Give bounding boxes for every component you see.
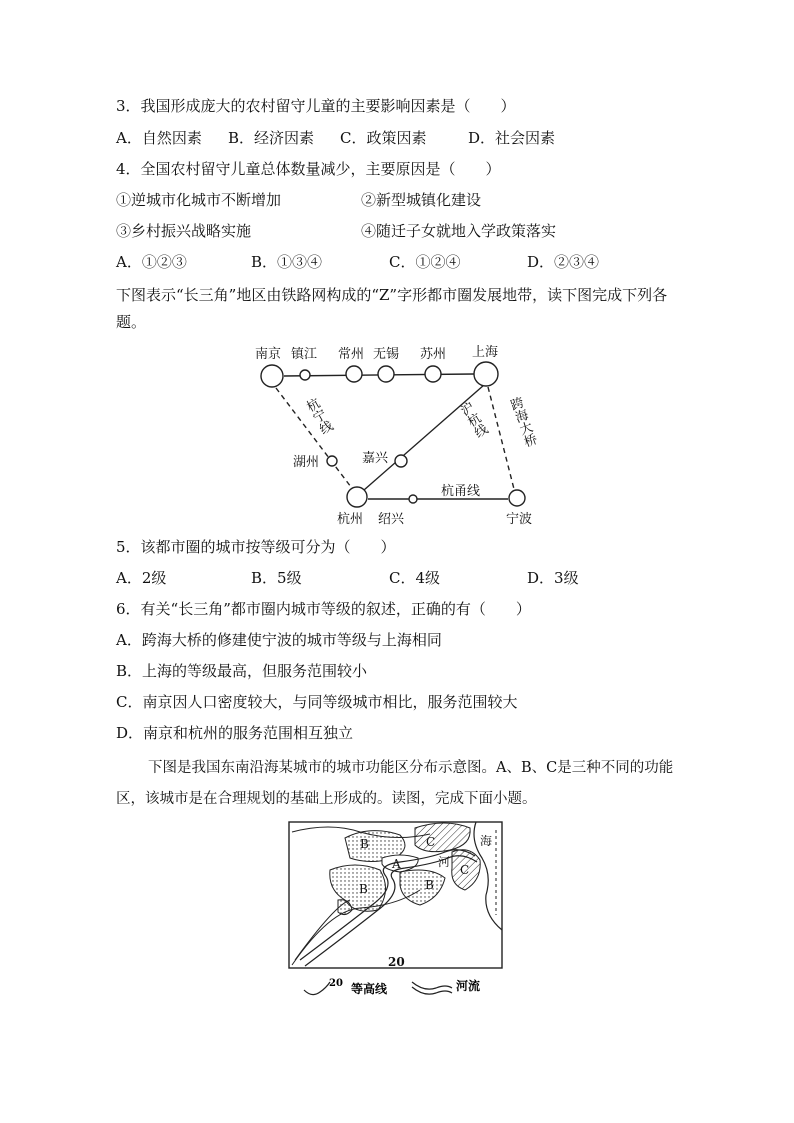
zone-label-b-1: B <box>360 837 369 851</box>
label-zhenjiang: 镇江 <box>291 347 318 362</box>
label-hangzhou: 杭州 <box>337 512 364 527</box>
q6-option-d: D．南京和杭州的服务范围相互独立 <box>116 724 354 742</box>
river-legend-icon <box>412 982 452 994</box>
label-shanghai: 上海 <box>472 345 499 360</box>
q6-option-c: C．南京因人口密度较大，与同等级城市相比，服务范围较大 <box>116 693 518 711</box>
label-huzhou: 湖州 <box>293 455 320 470</box>
wuxi-node <box>378 366 394 382</box>
label-changzhou: 常州 <box>338 347 365 362</box>
legend-contour-label: 等高线 <box>351 982 388 996</box>
ningbo-node <box>509 490 525 506</box>
q3-option-b: B．经济因素 <box>228 129 315 147</box>
zone-label-c-1: C <box>426 835 436 849</box>
huzhou-node <box>327 456 337 466</box>
label-ningbo: 宁波 <box>506 512 533 527</box>
intro-paragraph-1: 下图表示“长三角”地区由铁路网构成的“Z”字形都市圈发展地带，读下图完成下列各题。 <box>116 286 668 331</box>
q5-option-d: D．3级 <box>527 569 579 587</box>
q3-stem: 3．我国形成庞大的农村留守儿童的主要影响因素是（ ） <box>116 97 516 115</box>
shanghai-node <box>474 362 498 386</box>
q3-option-a: A．自然因素 <box>116 129 202 147</box>
zhenjiang-node <box>300 370 310 380</box>
label-huhang-line: 沪杭线 <box>455 400 490 442</box>
q4-option-c: C．①②④ <box>389 253 461 271</box>
q6-option-b: B．上海的等级最高，但服务范围较小 <box>116 662 368 680</box>
q4-option-d: D．②③④ <box>527 253 600 271</box>
zone-label-c-2: C <box>460 863 470 877</box>
label-hangyong-line: 杭甬线 <box>441 484 481 499</box>
legend-contour-value: 20 <box>329 978 343 989</box>
q6-stem: 6．有关“长三角”都市圈内城市等级的叙述，正确的有（ ） <box>116 600 531 618</box>
shaoxing-node <box>409 495 417 503</box>
zone-label-a: A <box>392 857 401 871</box>
label-nanjing: 南京 <box>255 347 282 362</box>
q4-option-b: B．①③④ <box>251 253 323 271</box>
q4-item-3: ③乡村振兴战略实施 <box>116 222 252 240</box>
q5-option-c: C．4级 <box>389 569 441 587</box>
label-suzhou: 苏州 <box>420 347 447 362</box>
label-wuxi: 无锡 <box>373 347 400 362</box>
q6-option-a: A．跨海大桥的修建使宁波的城市等级与上海相同 <box>116 631 442 649</box>
q4-option-a: A．①②③ <box>116 253 187 271</box>
label-sea-bridge: 跨海大桥 <box>505 395 538 450</box>
sea-label: 海 <box>480 834 493 848</box>
label-jiaxing: 嘉兴 <box>362 451 389 466</box>
changzhou-node <box>346 366 362 382</box>
legend-river-label: 河流 <box>456 979 481 993</box>
suzhou-node <box>425 366 441 382</box>
q3-option-c: C．政策因素 <box>340 129 427 147</box>
contour-value-label: 20 <box>388 955 405 969</box>
zone-label-b-3: B <box>425 878 434 892</box>
label-hangning-line: 杭宁线 <box>301 396 334 438</box>
river-label: 河 <box>438 855 451 869</box>
contour-legend-icon <box>304 982 330 995</box>
intro-paragraph-2: 下图是我国东南沿海某城市的城市功能区分布示意图。A、B、C是三种不同的功能区，该城市是在合理规划的基础上形成的。读图，完成下面小题。 <box>116 760 674 807</box>
map-legend <box>300 972 500 1002</box>
nanjing-node <box>261 365 283 387</box>
q5-stem: 5．该都市圈的城市按等级可分为（ ） <box>116 538 396 556</box>
zone-label-b-2: B <box>359 882 368 896</box>
label-shaoxing: 绍兴 <box>378 512 405 527</box>
q4-stem: 4．全国农村留守儿童总体数量减少，主要原因是（ ） <box>116 160 501 178</box>
q5-option-a: A．2级 <box>116 569 167 587</box>
hangzhou-node <box>347 487 367 507</box>
q3-option-d: D．社会因素 <box>468 129 556 147</box>
q4-item-1: ①逆城市化城市不断增加 <box>116 191 282 209</box>
jiaxing-node <box>395 455 407 467</box>
q5-option-b: B．5级 <box>251 569 302 587</box>
q4-item-2: ②新型城镇化建设 <box>361 191 482 209</box>
yangtze-delta-railway-map <box>240 340 540 530</box>
q4-item-4: ④随迁子女就地入学政策落实 <box>361 222 557 240</box>
